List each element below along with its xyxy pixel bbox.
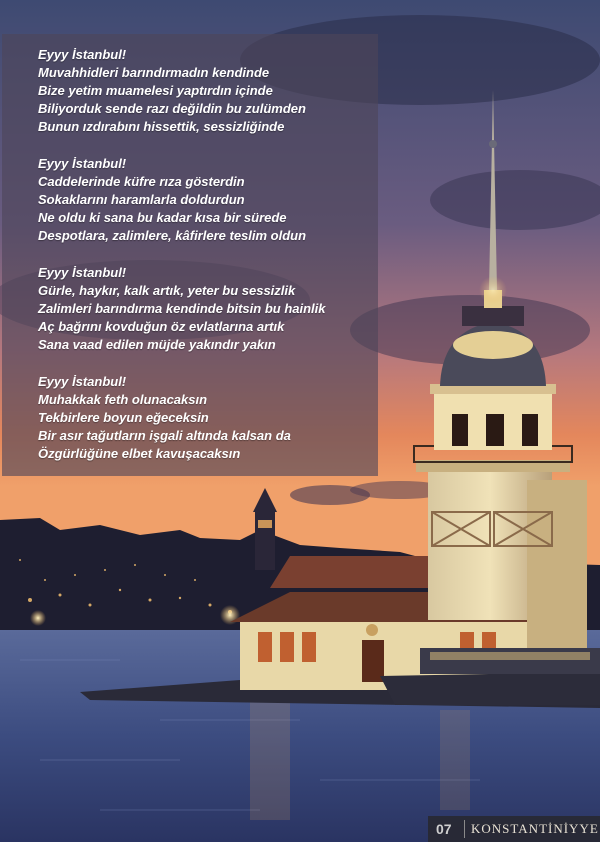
poem-line: Ne oldu ki sana bu kadar kısa bir sürede	[38, 210, 287, 226]
poem-line: Sokaklarını haramlarla doldurdun	[38, 192, 245, 208]
poem	[38, 46, 378, 482]
poem-line: Tekbirlere boyun eğeceksin	[38, 410, 209, 426]
poem-line: Eyyy İstanbul!	[38, 373, 127, 389]
poem-line: Bize yetim muamelesi yaptırdın içinde	[38, 83, 273, 99]
poem-line: Biliyorduk sende razı değildin bu zulümden	[38, 101, 306, 117]
page-footer	[428, 816, 600, 842]
poem-line: Özgürlüğüne elbet kavuşacaksın	[38, 446, 241, 462]
poem-line: Muvahhidleri barındırmadın kendinde	[38, 65, 270, 81]
poem-stanza-1	[38, 46, 378, 136]
poem-line: Aç bağrını kovduğun öz evlatlarına artık	[38, 319, 285, 335]
poem-stanza-4	[38, 373, 378, 463]
poem-stanza-3	[38, 264, 378, 354]
poem-line: Despotlara, zalimlere, kâfirlere teslim oldun	[38, 228, 307, 244]
poem-line: Eyyy İstanbul!	[38, 264, 127, 280]
poem-line: Muhakkak feth olunacaksın	[38, 392, 208, 407]
footer-divider	[464, 820, 465, 838]
poem-line: Bir asır tağutların işgali altında kalsan da	[38, 428, 291, 444]
poem-line: Zalimleri barındırma kendinde bitsin bu hainlik	[38, 301, 326, 317]
poem-line: Eyyy İstanbul!	[38, 47, 127, 62]
poem-line: Sana vaad edilen müjde yakındır yakın	[38, 337, 276, 353]
poem-stanza-2	[38, 155, 378, 245]
poem-line: Eyyy İstanbul!	[38, 155, 127, 171]
poem-line: Bunun ızdırabını hissettik, sessizliğinde	[38, 119, 285, 135]
page-number: 07	[436, 821, 452, 837]
poem-line: Caddelerinde küfre rıza gösterdin	[38, 174, 245, 190]
poem-line: Gürle, haykır, kalk artık, yeter bu sessizlik	[38, 283, 296, 299]
magazine-title: KONSTANTİNİYYE	[471, 821, 599, 836]
